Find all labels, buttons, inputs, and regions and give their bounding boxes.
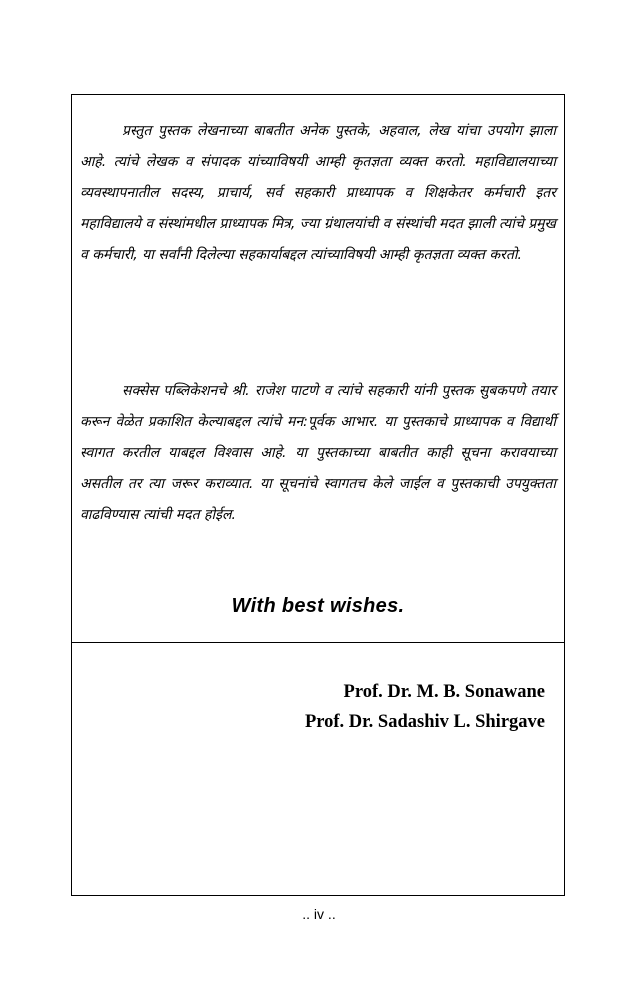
preface-paragraph-2: [80, 376, 556, 531]
preface-paragraph-2-text: सक्सेस पब्लिकेशनचे श्री. राजेश पाटणे व त्यांचे सहकारी यांनी पुस्तक सुबकपणे तयार करून वेळेत प्रकाशित केल्याबद्दल त्यांचे मन:पूर्वक आभार. या पुस्तकाचे प्राध्यापक व विद्यार्थी स्वागत करतील याबद्दल विश्वास आहे. या पुस्तकाच्या बाबतीत काही सूचना करावयाच्या असतील तर त्या जरूर कराव्यात. या सूचनांचे स्वागतच केले जाईल व पुस्तकाची उपयुक्तता वाढविण्यास त्यांची मदत होईल.: [80, 383, 556, 523]
signatories: [305, 677, 545, 737]
page-number: .. iv ..: [302, 906, 336, 922]
signature-section: [72, 643, 564, 895]
preface-paragraph-1: [80, 116, 556, 271]
closing-wishes: With best wishes.: [231, 595, 405, 617]
signatory-2: Prof. Dr. Sadashiv L. Shirgave: [304, 712, 545, 732]
preface-paragraph-1-text: प्रस्तुत पुस्तक लेखनाच्या बाबतीत अनेक पुस्तके, अहवाल, लेख यांचा उपयोग झाला आहे. त्यांचे लेखक व संपादक यांच्याविषयी आम्ही कृतज्ञता व्यक्त करतो. महाविद्यालयाच्या व्यवस्थापनातील सदस्य, प्राचार्य, सर्व सहकारी प्राध्यापक व शिक्षकेतर कर्मचारी इतर महाविद्यालये व संस्थांमधील प्राध्यापक मित्र, ज्या ग्रंथालयांची व संस्थांची मदत झाली त्यांचे प्रमुख व कर्मचारी, या सर्वांनी दिलेल्या सहकार्याबद्दल त्यांच्याविषयी आम्ही कृतज्ञता व्यक्त करतो.: [80, 123, 556, 263]
preface-section: [72, 95, 564, 643]
signatory-1: Prof. Dr. M. B. Sonawane: [343, 682, 545, 702]
page-frame: [71, 94, 565, 896]
